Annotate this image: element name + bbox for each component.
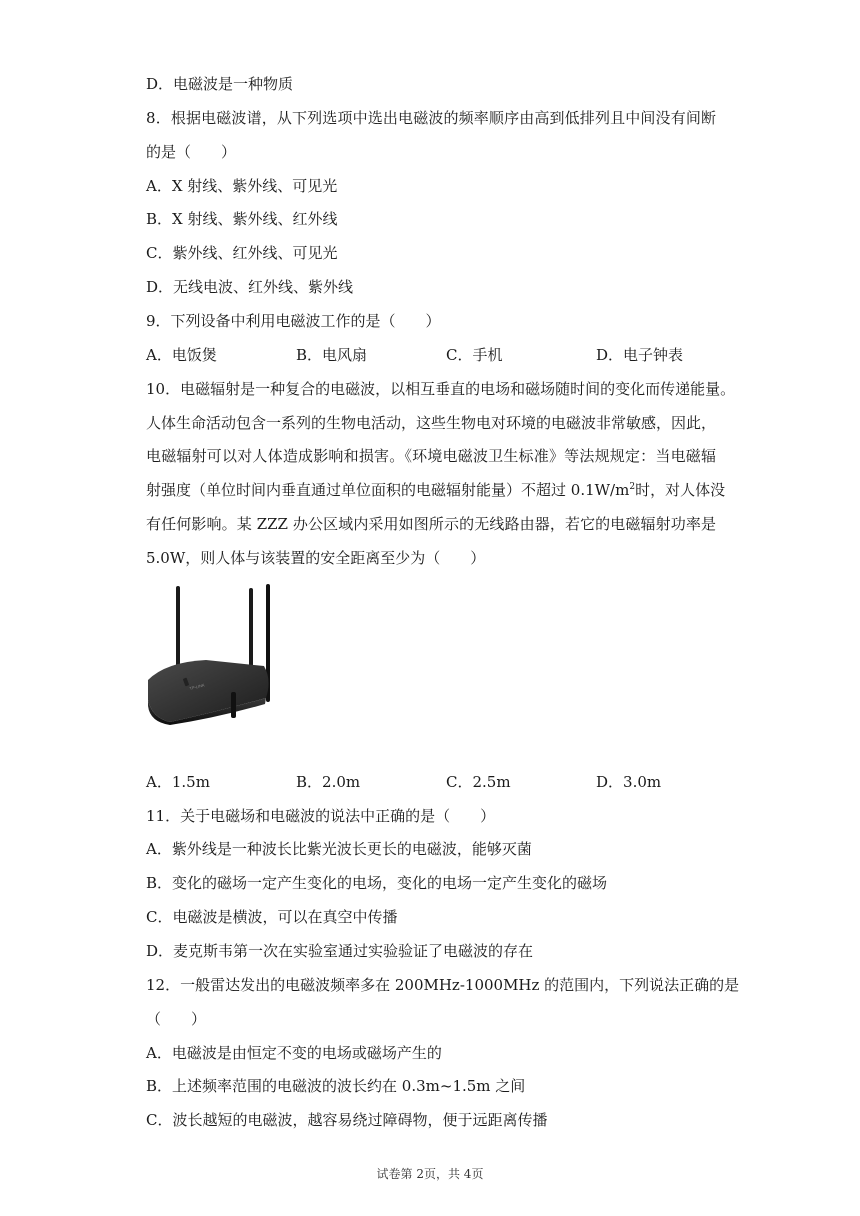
q11-option-b: B．变化的磁场一定产生变化的电场，变化的电场一定产生变化的磁场 bbox=[146, 874, 608, 892]
q10-superscript: 2 bbox=[629, 482, 636, 492]
q10-option-a: A．1.5m bbox=[146, 773, 210, 791]
q10-stem-line3: 电磁辐射可以对人体造成影响和损害。《环境电磁波卫生标准》等法规规定：当电磁辐 bbox=[146, 447, 716, 465]
q12-option-b: B．上述频率范围的电磁波的波长约在 0.3m~1.5m 之间 bbox=[146, 1077, 526, 1095]
q10-option-d: D．3.0m bbox=[596, 773, 662, 791]
q8-stem-line1: 8．根据电磁波谱，从下列选项中选出电磁波的频率顺序由高到低排列且中间没有间断 bbox=[146, 109, 716, 127]
q10-option-b: B．2.0m bbox=[296, 773, 361, 791]
router-logo: TP-LINK bbox=[189, 682, 206, 691]
q10-option-c: C．2.5m bbox=[446, 773, 511, 791]
q9-option-c: C．手机 bbox=[446, 346, 503, 364]
wireless-router-image bbox=[146, 580, 274, 725]
q8-option-b: B．X 射线、紫外线、红外线 bbox=[146, 210, 338, 228]
q8-option-d: D．无线电波、红外线、紫外线 bbox=[146, 278, 354, 296]
q10-stem-line2: 人体生命活动包含一系列的生物电活动，这些生物电对环境的电磁波非常敏感，因此， bbox=[146, 414, 717, 432]
q12-option-a: A．电磁波是由恒定不变的电场或磁场产生的 bbox=[146, 1044, 442, 1062]
q12-stem-line2: （ ） bbox=[146, 1010, 207, 1028]
q10-stem-line4-tail: 时，对人体没 bbox=[635, 481, 726, 499]
q11-option-d: D．麦克斯韦第一次在实验室通过实验验证了电磁波的存在 bbox=[146, 942, 534, 960]
q10-stem-line4 bbox=[146, 480, 726, 500]
q10-stem-line6: 5.0W，则人体与该装置的安全距离至少为（ ） bbox=[146, 549, 486, 567]
q9-option-d: D．电子钟表 bbox=[596, 346, 684, 364]
page-footer: 试卷第 2页，共 4页 bbox=[376, 1167, 484, 1181]
router-antenna-base bbox=[231, 692, 236, 718]
q8-option-c: C．紫外线、红外线、可见光 bbox=[146, 244, 338, 262]
router-body-top bbox=[148, 660, 269, 722]
q8-stem-line2: 的是（ ） bbox=[146, 143, 237, 161]
q11-option-a: A．紫外线是一种波长比紫光波长更长的电磁波，能够灭菌 bbox=[146, 840, 532, 858]
q7-option-d: D．电磁波是一种物质 bbox=[146, 75, 294, 93]
q8-option-a: A．X 射线、紫外线、可见光 bbox=[146, 177, 338, 195]
router-antenna bbox=[176, 586, 180, 676]
q12-option-c: C．波长越短的电磁波，越容易绕过障碍物，便于远距离传播 bbox=[146, 1111, 548, 1129]
q9-option-b: B．电风扇 bbox=[296, 346, 368, 364]
q9-stem: 9．下列设备中利用电磁波工作的是（ ） bbox=[146, 312, 441, 330]
q12-stem-line1: 12．一般雷达发出的电磁波频率多在 200MHz-1000MHz 的范围内，下列说法正确的是 bbox=[146, 976, 740, 994]
q10-stem-line4-text: 射强度（单位时间内垂直通过单位面积的电磁辐射能量）不超过 0.1W/m bbox=[146, 481, 630, 499]
q10-stem-line1: 10．电磁辐射是一种复合的电磁波，以相互垂直的电场和磁场随时间的变化而传递能量。 bbox=[146, 380, 736, 398]
q11-option-c: C．电磁波是横波，可以在真空中传播 bbox=[146, 908, 398, 926]
q9-option-a: A．电饭煲 bbox=[146, 346, 217, 364]
q11-stem: 11．关于电磁场和电磁波的说法中正确的是（ ） bbox=[146, 807, 496, 825]
q10-stem-line5: 有任何影响。某 ZZZ 办公区域内采用如图所示的无线路由器，若它的电磁辐射功率是 bbox=[146, 515, 716, 533]
